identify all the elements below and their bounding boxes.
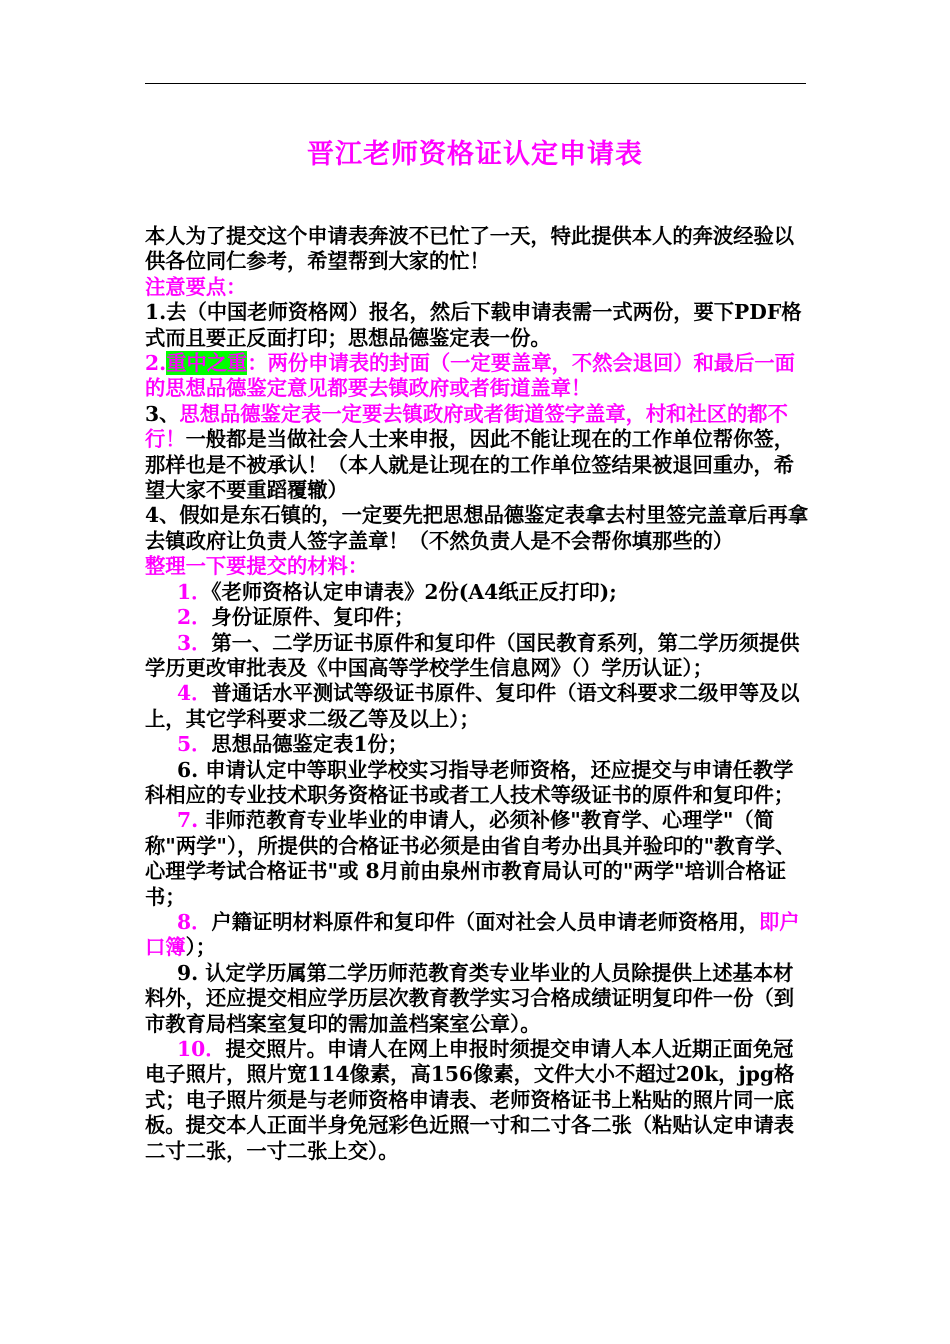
material-text: 《老师资格认定申请表》2份(A4纸正反打印);	[211, 579, 617, 604]
material-number: 3．	[177, 630, 212, 655]
material-item	[145, 681, 809, 732]
point-3-number: 3、	[145, 401, 180, 426]
material-item	[145, 808, 809, 910]
material-text: 申请认定中等职业学校实习指导老师资格，还应提交与申请任教学科相应的专业技术职务资格证书或者工人技术等级证书的原件和复印件；	[145, 757, 795, 807]
intro-paragraph: 本人为了提交这个申请表奔波不已忙了一天，特此提供本人的奔波经验以供各位同仁参考，希望帮到大家的忙！	[145, 224, 795, 274]
page-title: 晋江老师资格证认定申请表	[307, 139, 643, 170]
material-emphasis: 即户口簿	[145, 909, 800, 960]
material-number: 5．	[177, 732, 212, 757]
material-number: 10．	[177, 1037, 226, 1061]
material-item	[145, 961, 809, 1037]
material-text: 思想品德鉴定表1份；	[211, 732, 409, 757]
material-number: 2．	[177, 605, 212, 630]
material-item	[145, 1037, 809, 1164]
notice-heading: 注意要点：	[145, 274, 247, 299]
material-item	[145, 631, 809, 682]
material-item	[145, 910, 809, 961]
material-number: 8．	[177, 909, 212, 934]
point-2	[145, 351, 809, 402]
material-item	[145, 580, 809, 605]
material-text: 普通话水平测试等级证书原件、复印件（语文科要求二级甲等及以上，其它学科要求二级乙等及以上）；	[145, 681, 800, 731]
point-4: 4、假如是东石镇的，一定要先把思想品德鉴定表拿去村里签完盖章后再拿去镇政府让负责人签字盖章！（不然负责人是不会帮你填那些的）	[145, 503, 809, 553]
material-item	[145, 732, 809, 757]
point-3-text: 一般都是当做社会人士来申报，因此不能让现在的工作单位帮你签，那样也是不被承认！（本人就是让现在的工作单位签结果被退回重办，希望大家不要重蹈覆辙）	[145, 427, 795, 503]
header-rule	[145, 83, 806, 84]
material-item	[145, 605, 809, 630]
point-2-highlight: 重中之重	[166, 351, 248, 376]
material-text: 第一、二学历证书原件和复印件（国民教育系列，第二学历须提供学历更改审批表及《中国高等学校学生信息网》（）学历认证）；	[145, 630, 800, 680]
material-number: 6.	[177, 757, 199, 782]
point-3-emphasis: 思想品德鉴定表一定要去镇政府或者街道签字盖章，村和社区的都不行！	[145, 401, 788, 452]
point-2-text: ：两份申请表的封面（一定要盖章，不然会退回）和最后一面的思想品德鉴定意见都要去镇政府或者街道盖章！	[145, 351, 795, 401]
point-3	[145, 402, 809, 504]
materials-heading: 整理一下要提交的材料：	[145, 554, 369, 579]
material-number: 1．	[177, 579, 212, 604]
document-body	[145, 224, 809, 1164]
material-number: 4．	[177, 681, 212, 706]
point-2-number: 2.	[145, 351, 167, 376]
material-text: 认定学历属第二学历师范教育类专业毕业的人员除提供上述基本材料外，还应提交相应学历层次教育教学实习合格成绩证明复印件一份（到市教育局档案室复印的需加盖档案室公章）。	[145, 960, 795, 1036]
material-number: 7.	[177, 808, 199, 833]
material-text: 户籍证明材料原件和复印件（面对社会人员申请老师资格用，	[211, 909, 760, 934]
material-text: 非师范教育专业毕业的申请人，必须补修"教育学、心理学"（简称"两学"），所提供的合格证书必须是由省自考办出具并验印的"教育学、心理学考试合格证书"或 8月前由泉州市教育局认可的"两学"培训合格证书；	[145, 808, 796, 909]
point-1: 1.去（中国老师资格网）报名，然后下载申请表需一式两份，要下PDF格式而且要正反面打印；思想品德鉴定表一份。	[145, 300, 802, 350]
material-item	[145, 758, 809, 809]
material-number: 9.	[177, 960, 199, 985]
material-text: 提交照片。申请人在网上申报时须提交申请人本人近期正面免冠电子照片，照片宽114像素，高156像素，文件大小不超过20k，jpg格式；电子照片须是与老师资格申请表、老师资格证书上粘贴的照片同一底板。提交本人正面半身免冠彩色近照一寸和二寸各二张（粘贴认定申请表二寸二张，一寸二张上交）。	[145, 1037, 795, 1163]
material-text: 身份证原件、复印件；	[211, 605, 415, 630]
material-text-tail: ）；	[185, 935, 216, 960]
